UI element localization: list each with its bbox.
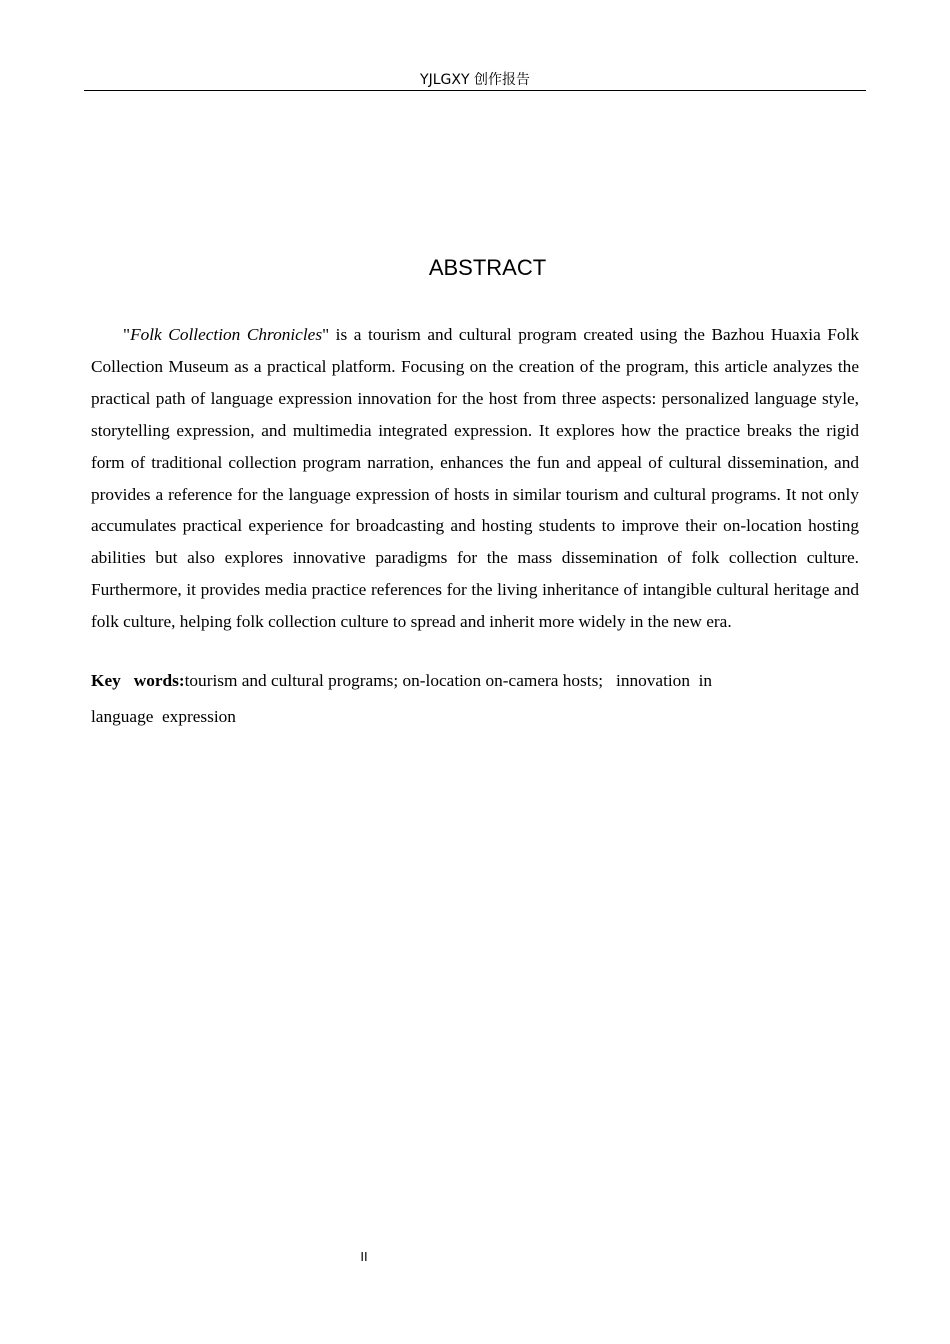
header-rule (84, 90, 866, 91)
abstract-title: ABSTRACT (428, 255, 547, 280)
program-name: Folk Collection Chronicles (130, 325, 323, 344)
abstract-body (91, 319, 859, 638)
page-number: II (360, 1249, 368, 1264)
abstract-text: " is a tourism and cultural program created using the Bazhou Huaxia Folk Collection Museum as a practical platform. Focusing on the creation of the program, this article analyzes the practical path of language expression innovation for the host from three aspects: personalized language style, storytelling expression, and multimedia integrated expression. It explores how the practice breaks the rigid form of traditional collection program narration, enhances the fun and appeal of cultural dissemination, and provides a reference for the language expression of hosts in similar tourism and cultural programs. It not only accumulates practical experience for broadcasting and hosting students to improve their on-location hosting abilities but also explores innovative paradigms for the mass dissemination of folk collection culture. Furthermore, it provides media practice references for the living inheritance of intangible cultural heritage and folk culture, helping folk collection culture to spread and inherit more widely in the new era. (91, 325, 859, 632)
keywords-text-line2: language expression (91, 707, 236, 726)
keywords-label: Key words: (91, 671, 185, 690)
quote-open: " (123, 325, 131, 344)
keywords-text-line1: tourism and cultural programs; on-location on-camera hosts; innovation in (184, 671, 713, 690)
running-header: YJLGXY 创作报告 (420, 72, 530, 88)
keywords (91, 667, 859, 695)
